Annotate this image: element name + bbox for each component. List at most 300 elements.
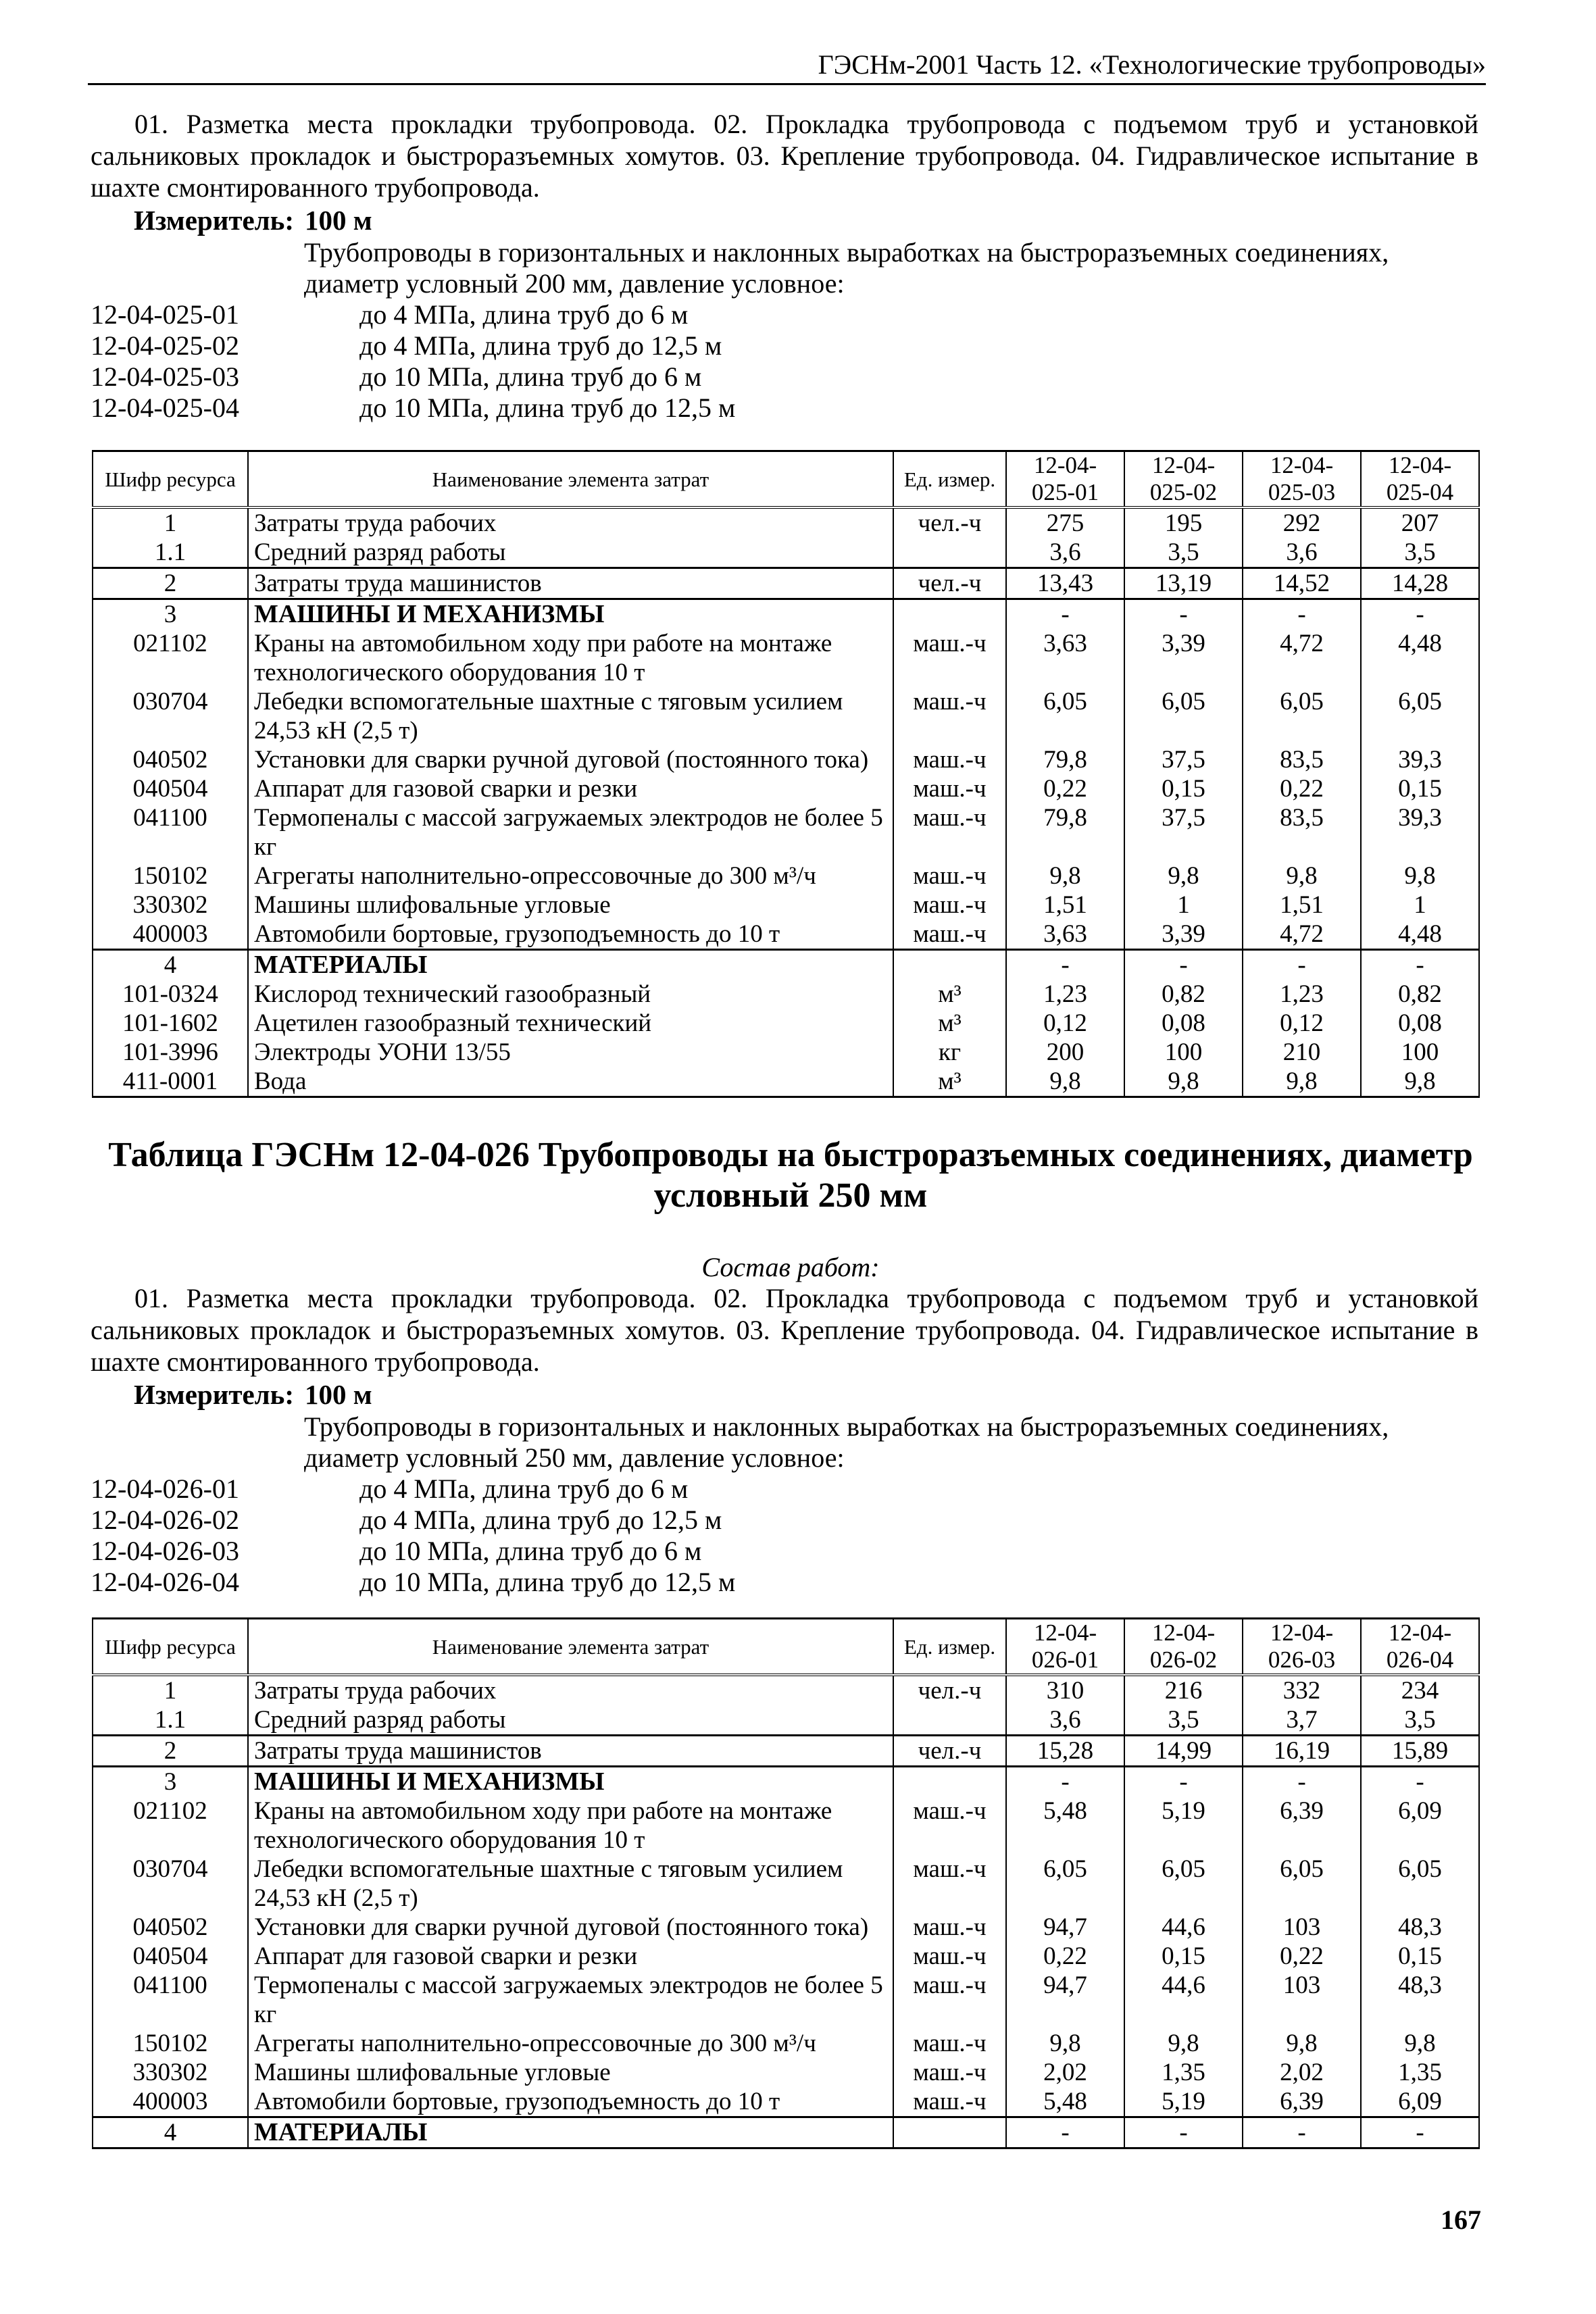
norm-value-cell: 13,19 <box>1124 568 1243 599</box>
norm-value-cell: 9,8 <box>1243 2029 1361 2058</box>
resource-code-cell: 1 <box>93 1675 248 1705</box>
norm-value-cell: 48,3 <box>1361 1913 1479 1942</box>
table-row <box>93 2087 1479 2117</box>
norm-description: Трубопроводы в горизонтальных и наклонных выработках на быстроразъемных соединениях, диаметр условный 250 мм, давление условное: <box>304 1411 1389 1473</box>
table-row <box>93 1009 1479 1038</box>
norm-value-cell: 0,08 <box>1361 1009 1479 1038</box>
norm-value-cell: 9,8 <box>1124 1067 1243 1097</box>
norm-value-cell: 6,05 <box>1006 687 1124 745</box>
norm-value-cell: 9,8 <box>1243 1067 1361 1097</box>
norm-value-cell: 1 <box>1124 890 1243 920</box>
norm-value-cell: 3,6 <box>1243 538 1361 568</box>
unit-cell: маш.-ч <box>893 2029 1006 2058</box>
norm-value-cell: 5,19 <box>1124 1796 1243 1855</box>
norm-value-cell: 13,43 <box>1006 568 1124 599</box>
norm-value-cell: 39,3 <box>1361 745 1479 774</box>
cost-element-cell: Средний разряд работы <box>248 538 893 568</box>
norm-value-cell: 100 <box>1124 1038 1243 1067</box>
norm-value-cell: - <box>1006 1767 1124 1797</box>
norm-value-cell: 79,8 <box>1006 803 1124 861</box>
norm-value-cell: 37,5 <box>1124 745 1243 774</box>
cost-element-cell: Лебедки вспомогательные шахтные с тяговым усилием 24,53 кН (2,5 т) <box>248 1855 893 1913</box>
table-row <box>93 950 1479 980</box>
cost-element-cell: Кислород технический газообразный <box>248 980 893 1009</box>
norm-value-cell: 5,19 <box>1124 2087 1243 2117</box>
table-row <box>93 1767 1479 1797</box>
variant-row <box>91 299 1478 330</box>
table-body <box>93 1675 1479 2148</box>
cost-element-cell: Аппарат для газовой сварки и резки <box>248 1942 893 1971</box>
norm-value-cell: 9,8 <box>1361 2029 1479 2058</box>
unit-cell <box>893 950 1006 980</box>
norm-value-cell: 9,8 <box>1124 861 1243 890</box>
page-number: 167 <box>1441 2205 1481 2235</box>
resource-code-cell: 330302 <box>93 2058 248 2087</box>
norm-value-cell: 6,05 <box>1124 1855 1243 1913</box>
variant-text: до 4 МПа, длина труб до 12,5 м <box>359 330 722 361</box>
norm-value-cell: 83,5 <box>1243 745 1361 774</box>
norm-value-cell: 9,8 <box>1361 1067 1479 1097</box>
norm-value-cell: 6,39 <box>1243 2087 1361 2117</box>
section-026-intro <box>91 1282 1478 1598</box>
norm-value-cell: 3,63 <box>1006 629 1124 687</box>
unit-cell: маш.-ч <box>893 2087 1006 2117</box>
table-title: Таблица ГЭСНм 12-04-026 Трубопроводы на быстроразъемных соединениях, диаметр условный 250 мм <box>108 1136 1473 1215</box>
resource-code-cell: 4 <box>93 2117 248 2148</box>
cost-element-cell: Аппарат для газовой сварки и резки <box>248 774 893 803</box>
cost-element-cell: Средний разряд работы <box>248 1705 893 1736</box>
cost-element-cell: Электроды УОНИ 13/55 <box>248 1038 893 1067</box>
norm-value-cell: 207 <box>1361 507 1479 538</box>
table-row <box>93 920 1479 950</box>
norm-value-cell: 9,8 <box>1124 2029 1243 2058</box>
variant-code: 12-04-026-04 <box>91 1567 239 1597</box>
measure-label: Измеритель: <box>134 205 295 236</box>
cost-element-cell: Автомобили бортовые, грузоподъемность до 10 т <box>248 2087 893 2117</box>
norm-value-cell: 1,35 <box>1124 2058 1243 2087</box>
norm-value-cell: 103 <box>1243 1971 1361 2029</box>
header-norm-code: 12-04-026-02 <box>1124 1619 1243 1676</box>
norm-value-cell: 14,28 <box>1361 568 1479 599</box>
table-row <box>93 687 1479 745</box>
norm-value-cell: 37,5 <box>1124 803 1243 861</box>
cost-element-cell: Затраты труда машинистов <box>248 1736 893 1767</box>
resource-code-cell: 101-1602 <box>93 1009 248 1038</box>
header-norm-code: 12-04-025-01 <box>1006 451 1124 508</box>
norm-value-cell: - <box>1006 2117 1124 2148</box>
cost-element-cell: Ацетилен газообразный технический <box>248 1009 893 1038</box>
norm-value-cell: 9,8 <box>1243 861 1361 890</box>
norm-value-cell: 0,08 <box>1124 1009 1243 1038</box>
resource-code-cell: 330302 <box>93 890 248 920</box>
table-row <box>93 1736 1479 1767</box>
variant-text: до 10 МПа, длина труб до 12,5 м <box>359 393 736 423</box>
norm-value-cell: - <box>1243 2117 1361 2148</box>
table-header-row <box>93 451 1479 508</box>
norm-value-cell: - <box>1243 599 1361 630</box>
measure-label: Измеритель: <box>134 1379 295 1410</box>
resource-code-cell: 030704 <box>93 687 248 745</box>
norm-value-cell: 6,05 <box>1243 1855 1361 1913</box>
norm-value-cell: 2,02 <box>1006 2058 1124 2087</box>
variant-row <box>91 393 1478 424</box>
cost-element-cell: МАТЕРИАЛЫ <box>248 950 893 980</box>
cost-element-cell: Термопеналы с массой загружаемых электродов не более 5 кг <box>248 1971 893 2029</box>
norm-value-cell: 0,12 <box>1243 1009 1361 1038</box>
table-row <box>93 2029 1479 2058</box>
resource-code-cell: 041100 <box>93 1971 248 2029</box>
table-row <box>93 629 1479 687</box>
cost-element-cell: Лебедки вспомогательные шахтные с тяговым усилием 24,53 кН (2,5 т) <box>248 687 893 745</box>
unit-cell: чел.-ч <box>893 1736 1006 1767</box>
norm-value-cell: 103 <box>1243 1913 1361 1942</box>
norm-value-cell: 234 <box>1361 1675 1479 1705</box>
norm-value-cell: 3,5 <box>1361 1705 1479 1736</box>
norm-value-cell: 79,8 <box>1006 745 1124 774</box>
norm-value-cell: 16,19 <box>1243 1736 1361 1767</box>
norm-value-cell: 48,3 <box>1361 1971 1479 2029</box>
norm-value-cell: 4,48 <box>1361 920 1479 950</box>
unit-cell: маш.-ч <box>893 890 1006 920</box>
norm-description: Трубопроводы в горизонтальных и наклонных выработках на быстроразъемных соединениях, диаметр условный 200 мм, давление условное: <box>304 237 1389 299</box>
table-row <box>93 1705 1479 1736</box>
unit-cell <box>893 599 1006 630</box>
cost-element-cell: МАТЕРИАЛЫ <box>248 2117 893 2148</box>
variant-list <box>91 299 1478 424</box>
measure-unit <box>134 203 1478 237</box>
unit-cell: маш.-ч <box>893 629 1006 687</box>
norm-value-cell: 1 <box>1361 890 1479 920</box>
resource-table-026 <box>92 1617 1480 2149</box>
cost-element-cell: Затраты труда рабочих <box>248 1675 893 1705</box>
norm-value-cell: 3,39 <box>1124 920 1243 950</box>
running-header: ГЭСНм-2001 Часть 12. «Технологические трубопроводы» <box>88 49 1486 85</box>
section-025-intro <box>91 108 1478 424</box>
variant-code: 12-04-025-03 <box>91 361 239 392</box>
resource-code-cell: 150102 <box>93 861 248 890</box>
norm-value-cell: 6,05 <box>1006 1855 1124 1913</box>
norm-value-cell: 3,7 <box>1243 1705 1361 1736</box>
unit-cell: маш.-ч <box>893 803 1006 861</box>
norm-value-cell: 4,72 <box>1243 629 1361 687</box>
variant-row <box>91 1505 1478 1536</box>
table-row <box>93 745 1479 774</box>
unit-cell: маш.-ч <box>893 2058 1006 2087</box>
resource-code-cell: 1.1 <box>93 1705 248 1736</box>
norm-value-cell: 3,5 <box>1124 1705 1243 1736</box>
unit-cell: чел.-ч <box>893 568 1006 599</box>
table-row <box>93 1796 1479 1855</box>
norm-value-cell: 0,22 <box>1243 1942 1361 1971</box>
header-norm-code: 12-04-026-03 <box>1243 1619 1361 1676</box>
resource-code-cell: 150102 <box>93 2029 248 2058</box>
measure-unit <box>134 1378 1478 1411</box>
cost-element-cell: Затраты труда машинистов <box>248 568 893 599</box>
table-row <box>93 890 1479 920</box>
table-row <box>93 774 1479 803</box>
norm-value-cell: 6,05 <box>1124 687 1243 745</box>
unit-cell <box>893 1705 1006 1736</box>
unit-cell: маш.-ч <box>893 1855 1006 1913</box>
variant-row <box>91 1474 1478 1505</box>
table-row <box>93 1942 1479 1971</box>
norm-value-cell: 44,6 <box>1124 1971 1243 2029</box>
table-row <box>93 1067 1479 1097</box>
table-row <box>93 1913 1479 1942</box>
table-header-row <box>93 1619 1479 1676</box>
variant-code: 12-04-026-01 <box>91 1474 239 1504</box>
unit-cell <box>893 2117 1006 2148</box>
norm-value-cell: 15,89 <box>1361 1736 1479 1767</box>
resource-code-cell: 021102 <box>93 629 248 687</box>
cost-element-cell: Затраты труда рабочих <box>248 507 893 538</box>
norm-value-cell: 1,35 <box>1361 2058 1479 2087</box>
table-row <box>93 599 1479 630</box>
norm-value-cell: 5,48 <box>1006 1796 1124 1855</box>
variant-row <box>91 330 1478 361</box>
table-row <box>93 507 1479 538</box>
norm-value-cell: - <box>1243 1767 1361 1797</box>
norm-value-cell: 1,51 <box>1243 890 1361 920</box>
norm-value-cell: 1,23 <box>1243 980 1361 1009</box>
unit-cell: маш.-ч <box>893 745 1006 774</box>
norm-value-cell: 3,5 <box>1124 538 1243 568</box>
measure-value: 100 м <box>305 1379 372 1410</box>
norm-value-cell: 0,15 <box>1361 1942 1479 1971</box>
norm-value-cell: - <box>1361 599 1479 630</box>
norm-value-cell: 3,6 <box>1006 1705 1124 1736</box>
variant-code: 12-04-025-04 <box>91 393 239 423</box>
norm-value-cell: 0,82 <box>1361 980 1479 1009</box>
norm-value-cell: - <box>1361 950 1479 980</box>
header-unit: Ед. измер. <box>893 451 1006 508</box>
table-row <box>93 1971 1479 2029</box>
header-unit: Ед. измер. <box>893 1619 1006 1676</box>
cost-element-cell: Машины шлифовальные угловые <box>248 890 893 920</box>
norm-value-cell: 200 <box>1006 1038 1124 1067</box>
norm-value-cell: - <box>1124 2117 1243 2148</box>
header-cost-element: Наименование элемента затрат <box>248 451 893 508</box>
norm-value-cell: 0,12 <box>1006 1009 1124 1038</box>
resource-code-cell: 1 <box>93 507 248 538</box>
measure-value: 100 м <box>305 205 372 236</box>
resource-code-cell: 040502 <box>93 1913 248 1942</box>
table-body <box>93 507 1479 1097</box>
unit-cell: чел.-ч <box>893 507 1006 538</box>
header-resource-code: Шифр ресурса <box>93 451 248 508</box>
table-row <box>93 2058 1479 2087</box>
unit-cell <box>893 1767 1006 1797</box>
norm-value-cell: 4,48 <box>1361 629 1479 687</box>
norm-value-cell: 3,39 <box>1124 629 1243 687</box>
table-row <box>93 1038 1479 1067</box>
variant-text: до 10 МПа, длина труб до 6 м <box>359 361 702 392</box>
resource-code-cell: 030704 <box>93 1855 248 1913</box>
resource-code-cell: 101-0324 <box>93 980 248 1009</box>
norm-value-cell: 100 <box>1361 1038 1479 1067</box>
resource-code-cell: 041100 <box>93 803 248 861</box>
work-composition: 01. Разметка места прокладки трубопровода. 02. Прокладка трубопровода с подъемом труб и установкой сальниковых прокладок и быстроразъемных хомутов. 03. Крепление трубопровода. 04. Гидравлическое испытание в шахте смонтированного трубопровода. <box>91 1283 1478 1377</box>
table-row <box>93 2117 1479 2148</box>
variant-text: до 4 МПа, длина труб до 12,5 м <box>359 1505 722 1535</box>
unit-cell <box>893 538 1006 568</box>
norm-value-cell: 83,5 <box>1243 803 1361 861</box>
unit-cell: м³ <box>893 1067 1006 1097</box>
variant-row <box>91 1536 1478 1567</box>
cost-element-cell: МАШИНЫ И МЕХАНИЗМЫ <box>248 599 893 630</box>
norm-value-cell: 3,5 <box>1361 538 1479 568</box>
norm-value-cell: 0,82 <box>1124 980 1243 1009</box>
resource-code-cell: 2 <box>93 568 248 599</box>
norm-value-cell: 6,05 <box>1243 687 1361 745</box>
variant-code: 12-04-025-01 <box>91 299 239 330</box>
unit-cell: маш.-ч <box>893 1913 1006 1942</box>
composition-heading: Состав работ: <box>701 1252 880 1282</box>
norm-value-cell: 216 <box>1124 1675 1243 1705</box>
norm-value-cell: 6,09 <box>1361 1796 1479 1855</box>
variant-row <box>91 361 1478 393</box>
unit-cell: маш.-ч <box>893 1942 1006 1971</box>
variant-text: до 4 МПа, длина труб до 6 м <box>359 1474 689 1504</box>
norm-value-cell: 3,6 <box>1006 538 1124 568</box>
norm-value-cell: 210 <box>1243 1038 1361 1067</box>
unit-cell: маш.-ч <box>893 687 1006 745</box>
norm-value-cell: 310 <box>1006 1675 1124 1705</box>
unit-cell: кг <box>893 1038 1006 1067</box>
norm-value-cell: 4,72 <box>1243 920 1361 950</box>
cost-element-cell: Машины шлифовальные угловые <box>248 2058 893 2087</box>
cost-element-cell: Вода <box>248 1067 893 1097</box>
norm-value-cell: 1,23 <box>1006 980 1124 1009</box>
norm-value-cell: - <box>1124 599 1243 630</box>
resource-code-cell: 400003 <box>93 920 248 950</box>
resource-code-cell: 040504 <box>93 1942 248 1971</box>
norm-value-cell: 14,52 <box>1243 568 1361 599</box>
resource-code-cell: 2 <box>93 1736 248 1767</box>
resource-code-cell: 411-0001 <box>93 1067 248 1097</box>
resource-code-cell: 040504 <box>93 774 248 803</box>
norm-value-cell: - <box>1361 2117 1479 2148</box>
norm-value-cell: 3,63 <box>1006 920 1124 950</box>
resource-code-cell: 3 <box>93 599 248 630</box>
header-resource-code: Шифр ресурса <box>93 1619 248 1676</box>
table-row <box>93 568 1479 599</box>
variant-text: до 10 МПа, длина труб до 6 м <box>359 1536 702 1566</box>
norm-value-cell: 0,22 <box>1006 1942 1124 1971</box>
resource-code-cell: 040502 <box>93 745 248 774</box>
variant-list <box>91 1474 1478 1598</box>
table-row <box>93 1675 1479 1705</box>
norm-value-cell: - <box>1361 1767 1479 1797</box>
norm-value-cell: 94,7 <box>1006 1913 1124 1942</box>
norm-value-cell: 0,15 <box>1124 1942 1243 1971</box>
norm-value-cell: 275 <box>1006 507 1124 538</box>
unit-cell: маш.-ч <box>893 1796 1006 1855</box>
table-row <box>93 1855 1479 1913</box>
norm-value-cell: - <box>1124 950 1243 980</box>
header-cost-element: Наименование элемента затрат <box>248 1619 893 1676</box>
resource-table-025 <box>92 450 1480 1098</box>
unit-cell: маш.-ч <box>893 774 1006 803</box>
norm-value-cell: 14,99 <box>1124 1736 1243 1767</box>
unit-cell: маш.-ч <box>893 1971 1006 2029</box>
norm-value-cell: 9,8 <box>1006 861 1124 890</box>
norm-value-cell: 6,39 <box>1243 1796 1361 1855</box>
table-row <box>93 803 1479 861</box>
unit-cell: чел.-ч <box>893 1675 1006 1705</box>
norm-value-cell: 6,09 <box>1361 2087 1479 2117</box>
variant-code: 12-04-026-02 <box>91 1505 239 1535</box>
unit-cell: маш.-ч <box>893 861 1006 890</box>
norm-value-cell: 9,8 <box>1006 1067 1124 1097</box>
norm-value-cell: 332 <box>1243 1675 1361 1705</box>
norm-value-cell: - <box>1243 950 1361 980</box>
cost-element-cell: Агрегаты наполнительно-опрессовочные до 300 м³/ч <box>248 861 893 890</box>
norm-value-cell: 0,15 <box>1124 774 1243 803</box>
table-row <box>93 538 1479 568</box>
table-row <box>93 980 1479 1009</box>
resource-code-cell: 3 <box>93 1767 248 1797</box>
norm-value-cell: 0,22 <box>1006 774 1124 803</box>
norm-value-cell: 9,8 <box>1006 2029 1124 2058</box>
variant-code: 12-04-025-02 <box>91 330 239 361</box>
cost-element-cell: Термопеналы с массой загружаемых электродов не более 5 кг <box>248 803 893 861</box>
work-composition: 01. Разметка места прокладки трубопровода. 02. Прокладка трубопровода с подъемом труб и установкой сальниковых прокладок и быстроразъемных хомутов. 03. Крепление трубопровода. 04. Гидравлическое испытание в шахте смонтированного трубопровода. <box>91 109 1478 203</box>
header-norm-code: 12-04-026-01 <box>1006 1619 1124 1676</box>
norm-value-cell: - <box>1006 599 1124 630</box>
norm-value-cell: 9,8 <box>1361 861 1479 890</box>
cost-element-cell: Установки для сварки ручной дуговой (постоянного тока) <box>248 1913 893 1942</box>
resource-code-cell: 400003 <box>93 2087 248 2117</box>
norm-value-cell: 1,51 <box>1006 890 1124 920</box>
header-norm-code: 12-04-026-04 <box>1361 1619 1479 1676</box>
header-norm-code: 12-04-025-02 <box>1124 451 1243 508</box>
cost-element-cell: Агрегаты наполнительно-опрессовочные до 300 м³/ч <box>248 2029 893 2058</box>
cost-element-cell: Автомобили бортовые, грузоподъемность до 10 т <box>248 920 893 950</box>
norm-value-cell: 6,05 <box>1361 1855 1479 1913</box>
norm-value-cell: - <box>1124 1767 1243 1797</box>
resource-code-cell: 101-3996 <box>93 1038 248 1067</box>
header-norm-code: 12-04-025-03 <box>1243 451 1361 508</box>
resource-code-cell: 1.1 <box>93 538 248 568</box>
cost-element-cell: Краны на автомобильном ходу при работе на монтаже технологического оборудования 10 т <box>248 1796 893 1855</box>
resource-code-cell: 021102 <box>93 1796 248 1855</box>
norm-value-cell: 94,7 <box>1006 1971 1124 2029</box>
norm-value-cell: 292 <box>1243 507 1361 538</box>
variant-text: до 10 МПа, длина труб до 12,5 м <box>359 1567 736 1597</box>
norm-value-cell: 44,6 <box>1124 1913 1243 1942</box>
norm-value-cell: 0,22 <box>1243 774 1361 803</box>
norm-value-cell: 39,3 <box>1361 803 1479 861</box>
unit-cell: маш.-ч <box>893 920 1006 950</box>
norm-value-cell: 5,48 <box>1006 2087 1124 2117</box>
norm-value-cell: 6,05 <box>1361 687 1479 745</box>
variant-text: до 4 МПа, длина труб до 6 м <box>359 299 689 330</box>
variant-row <box>91 1567 1478 1598</box>
norm-value-cell: 195 <box>1124 507 1243 538</box>
cost-element-cell: Установки для сварки ручной дуговой (постоянного тока) <box>248 745 893 774</box>
norm-value-cell: 15,28 <box>1006 1736 1124 1767</box>
variant-code: 12-04-026-03 <box>91 1536 239 1566</box>
table-row <box>93 861 1479 890</box>
norm-value-cell: - <box>1006 950 1124 980</box>
resource-code-cell: 4 <box>93 950 248 980</box>
header-norm-code: 12-04-025-04 <box>1361 451 1479 508</box>
unit-cell: м³ <box>893 980 1006 1009</box>
cost-element-cell: Краны на автомобильном ходу при работе на монтаже технологического оборудования 10 т <box>248 629 893 687</box>
unit-cell: м³ <box>893 1009 1006 1038</box>
norm-value-cell: 0,15 <box>1361 774 1479 803</box>
